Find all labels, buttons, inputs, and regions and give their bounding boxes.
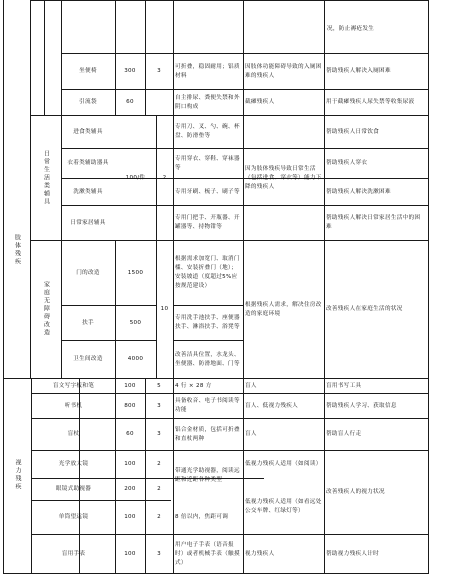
cell-r2-target: 截瘫残疾人 xyxy=(245,99,275,105)
cell-daily-years: 2 xyxy=(162,174,167,181)
group-barrier-free-label: 家庭无障碍改造 xyxy=(42,281,50,337)
cell-home-purpose: 帮助残疾人解决日常家居生活中的困难 xyxy=(326,215,421,230)
cell-dress-name: 衣着类辅助器具 xyxy=(67,160,109,166)
cell-mono-years: 2 xyxy=(157,514,161,520)
cell-player-target: 盲人、低视力残疾人 xyxy=(245,402,299,409)
cell-player-desc: 具备收音、电子书阅读等功能 xyxy=(175,398,240,413)
cell-cane-purpose: 盲用书写工具 xyxy=(326,382,362,389)
cell-cane-desc: 4 行 × 28 方 xyxy=(175,382,212,389)
group-daily-label: 日常生活类辅具 xyxy=(42,149,50,206)
rule xyxy=(3,573,428,574)
cell-player-years: 3 xyxy=(157,402,161,409)
rule xyxy=(428,0,429,574)
cell-dress-purpose: 帮助残疾人穿衣 xyxy=(326,160,368,166)
cell-door-price: 1500 xyxy=(127,269,144,276)
cell-watch-purpose: 帮助视力残疾人计时 xyxy=(326,550,380,557)
cell-r2-name: 引流袋 xyxy=(79,99,97,105)
cell-bath-desc: 改善洁具位置，水龙头、坐便器、防滑地面、门等 xyxy=(175,351,240,367)
cell-cane-target: 盲人 xyxy=(245,382,257,389)
cell-stick-desc: 铝合金材质，包括可折叠和直杖两种 xyxy=(175,426,240,442)
cell-dress-desc: 专用穿衣、穿鞋、穿袜器等 xyxy=(175,155,240,171)
cell-mag-target: 低视力残疾人适用（如阅读） xyxy=(245,461,322,467)
cell-door-years: 10 xyxy=(160,306,169,312)
cell-rail-price: 500 xyxy=(129,319,142,326)
cell-home-name: 日常家居辅具 xyxy=(70,219,106,226)
cell-r0-purpose: 况，防止褥疮发生 xyxy=(327,25,375,32)
cell-watch-desc: 用户电子手表（语音报时）或者机械手表（触摸式） xyxy=(175,541,240,566)
cell-mono-target: 低视力残疾人适用（如看远处公交车牌、红绿灯等） xyxy=(245,498,322,514)
cell-r1-desc: 可折叠，稳固耐用；铝质材料 xyxy=(175,63,240,79)
cell-player-price: 800 xyxy=(124,402,136,409)
cell-cane-years: 5 xyxy=(157,382,161,389)
cell-bath-price: 4000 xyxy=(127,356,144,362)
cell-mono-desc: 8 倍以内，焦距可调 xyxy=(175,514,229,520)
cell-door-purpose: 改善残疾人在家庭生活的状况 xyxy=(326,306,403,312)
cell-r1-target: 因肢体功能障碍导致的入厕困难的残疾人 xyxy=(245,63,322,79)
cell-home-desc: 专用门把手、开瓶器、开罐器等、持物钳等 xyxy=(175,215,240,230)
cell-r2-price: 60 xyxy=(126,99,134,105)
cell-mono-purpose: 改善残疾人的视力状况 xyxy=(326,489,385,495)
cell-stick-target: 盲人 xyxy=(245,431,257,437)
cell-cane-name: 盲文写字板和笔 xyxy=(52,382,95,389)
group-vision-label: 视力残疾 xyxy=(14,459,21,491)
cell-r1-price: 300 xyxy=(124,68,136,74)
cell-far-price: 200 xyxy=(124,486,136,492)
cell-daily-target: 因为肢体残疾导致日常生活（包括进食、穿衣等）能力下降的残疾人 xyxy=(245,165,322,190)
cell-mono-price: 100 xyxy=(124,514,136,520)
cell-daily-purpose: 帮助残疾人日常饮食 xyxy=(326,128,380,135)
cell-daily-desc: 专用刀、叉、勺、碗、杯盘、防滑垫等 xyxy=(175,124,240,139)
cell-mag-desc: 带通光学助视器，阅读远距和近距各种类型 xyxy=(175,467,240,483)
cell-door-desc: 根据需求加宽门、取消门槛、安装折叠门（地）；安装坡道（度超过5%应按规范建设） xyxy=(175,256,240,289)
cell-stick-name: 盲杖 xyxy=(67,431,80,437)
cell-far-name: 眼镜式助视器 xyxy=(55,486,92,492)
rule xyxy=(44,0,45,115)
cell-door-target: 根据残疾人需求，解决住房改造的家庭环境 xyxy=(245,301,322,317)
group-limb-label: 肢体残疾 xyxy=(13,234,21,266)
cell-rail-desc: 专用洗手池扶手、座便器扶手、淋浴扶手、浴凳等 xyxy=(175,315,240,330)
cell-wash-name: 洗漱类辅具 xyxy=(73,188,103,195)
cell-rail-name: 扶手 xyxy=(82,319,94,326)
cell-watch-target: 视力残疾人 xyxy=(245,550,275,557)
cell-wash-purpose: 帮助残疾人解决洗漱困难 xyxy=(326,188,391,195)
cell-stick-price: 60 xyxy=(126,431,134,437)
cell-stick-years: 3 xyxy=(157,431,161,437)
cell-r2-desc: 自主排尿、粪便失禁和外阴口构成 xyxy=(175,94,240,110)
cell-wash-desc: 专用牙刷、梳子、刷子等 xyxy=(175,188,240,195)
cell-r1-name: 坐便椅 xyxy=(79,68,97,74)
cell-daily-name: 进食类辅具 xyxy=(73,128,103,135)
cell-mag-years: 2 xyxy=(157,461,161,467)
cell-daily-price: 100/件 xyxy=(125,174,146,181)
cell-watch-price: 100 xyxy=(124,550,136,557)
cell-mag-name: 光学放大镜 xyxy=(58,461,89,467)
cell-watch-years: 3 xyxy=(157,550,161,557)
cell-mono-name: 单筒望远镜 xyxy=(58,514,89,520)
cell-player-name: 听书机 xyxy=(64,402,83,409)
cell-watch-name: 盲用手表 xyxy=(61,550,86,557)
cell-r2-purpose: 用于截瘫残疾人尿失禁等收集尿液 xyxy=(326,99,415,105)
cell-far-years: 2 xyxy=(157,486,161,492)
cell-r1-years: 3 xyxy=(157,68,161,74)
cell-mag-price: 100 xyxy=(124,461,136,467)
cell-cane-price: 100 xyxy=(124,382,136,389)
cell-player-purpose: 帮助残疾人学习、获取信息 xyxy=(326,402,397,409)
cell-r1-purpose: 帮助残疾人解决入厕困难 xyxy=(326,68,391,74)
cell-door-name: 门的改造 xyxy=(76,269,100,276)
cell-bath-name: 卫生间改造 xyxy=(73,356,103,362)
rule xyxy=(30,0,428,1)
cell-stick-purpose: 帮助盲人行走 xyxy=(326,431,362,437)
